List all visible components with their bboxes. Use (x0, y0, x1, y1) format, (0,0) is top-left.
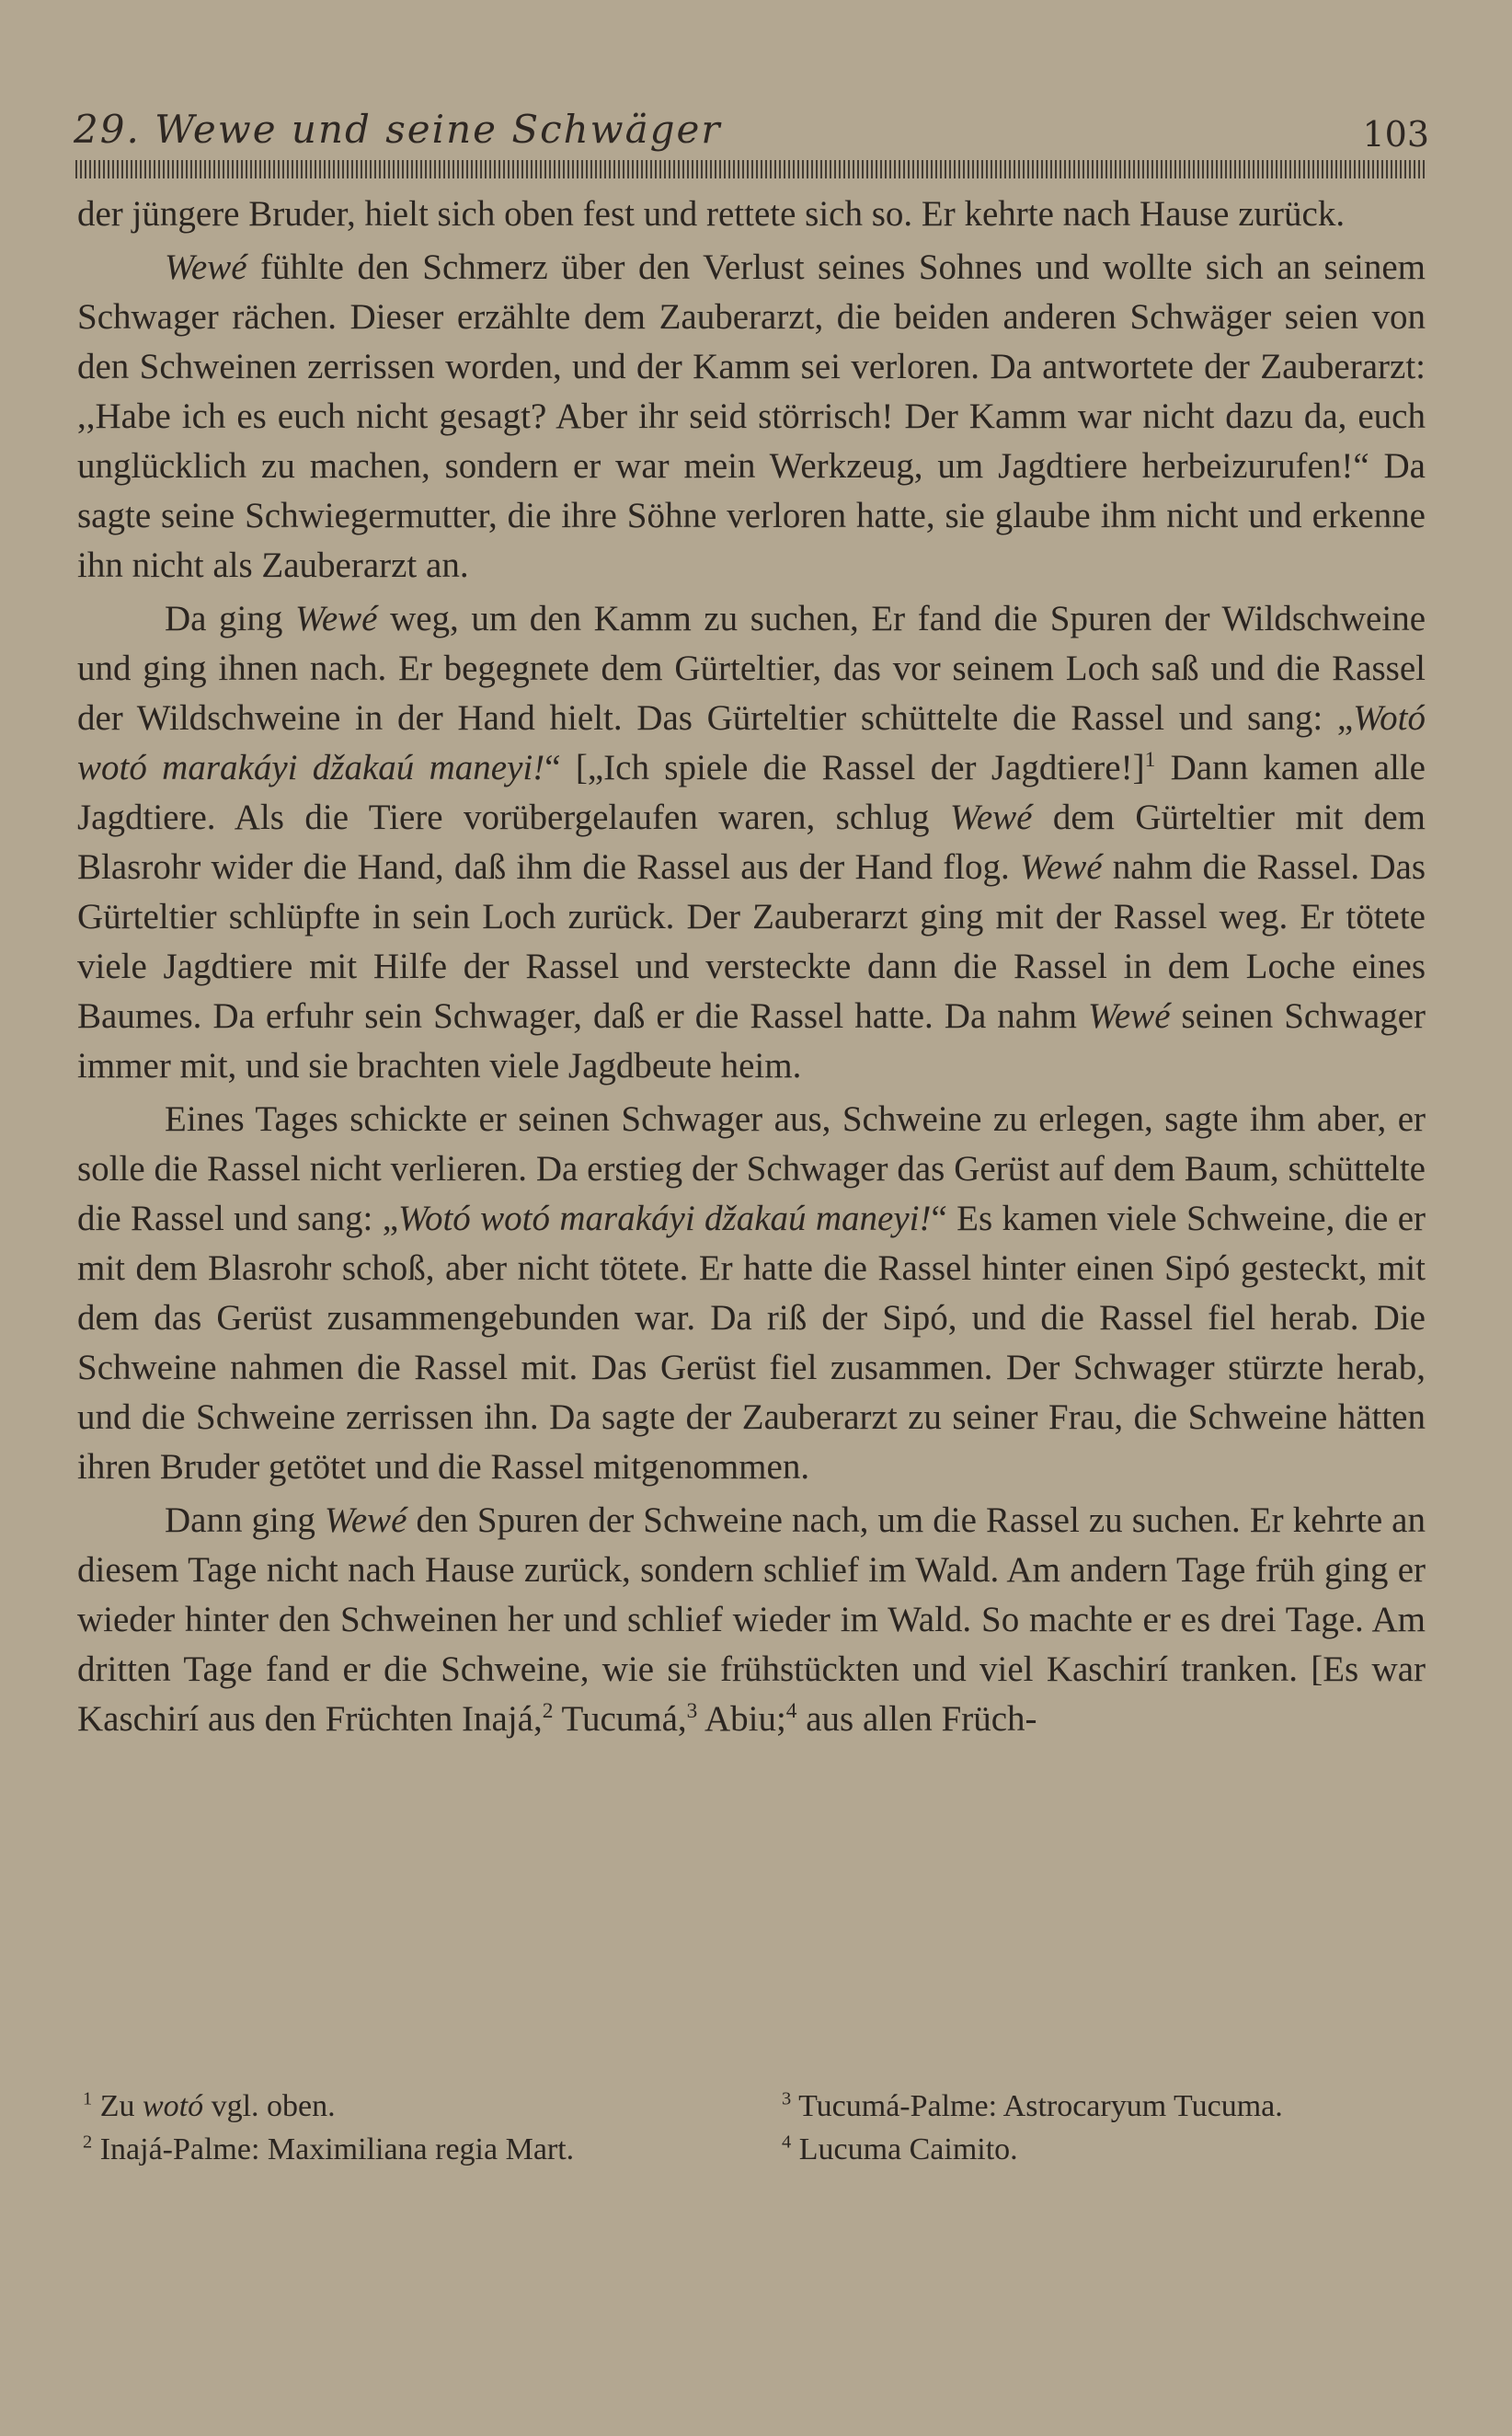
name-wewe: Wewé (324, 1500, 407, 1540)
paragraph: Da ging Wewé weg, um den Kamm zu suchen, Er fand die Spuren der Wildschweine und ging ihnen nach. Er begegnete dem Gürteltier, das vor seinem Loch saß und die Rassel der Wildschweine in der Hand hielt. Das Gürteltier schüttelte die Rassel und sang: „Wotó wotó marakáyi džakaú maneyi!“ [„Ich spiele die Rassel der Jagdtiere!]$^1$ Dann kamen alle Jagdtiere. Als die Tiere vorübergelaufen waren, schlug Wewé dem Gürteltier mit dem Blasrohr wider die Hand, daß ihm die Rassel aus der Hand flog. Wewé nahm die Rassel. Das Gürteltier schlüpfte in sein Loch zurück. Der Zauberarzt ging mit der Rassel weg. Er tötete viele Jagdtiere mit Hilfe der Rassel und versteckte dann die Rassel in dem Loche eines Baumes. Da erfuhr sein Schwager, daß er die Rassel hatte. Da nahm Wewé seinen Schwager immer mit, und sie brachten viele Jagdbeute heim. (77, 599, 1426, 1086)
name-wewe: Wewé (1020, 847, 1103, 887)
paragraph: Eines Tages schickte er seinen Schwager aus, Schweine zu erlegen, sagte ihm aber, er solle die Rassel nicht verlieren. Da erstieg der Schwager das Gerüst auf dem Baum, schüttelte die Rassel und sang: „Wotó wotó marakáyi džakaú maneyi!“ Es kamen viele Schweine, die er mit dem Blasrohr schoß, aber nicht tötete. Er hatte die Rassel hinter einen Sipó gesteckt, mit dem das Gerüst zusammengebunden war. Da riß der Sipó, und die Rassel fiel herab. Die Schweine nahmen die Rassel mit. Das Gerüst fiel zusammen. Der Schwager stürzte herab, und die Schweine zerrissen ihn. Da sagte der Zauberarzt zu seiner Frau, die Schweine hätten ihren Bruder getötet und die Rassel mitgenommen. (77, 1099, 1426, 1487)
song-text: Wotó wotó marakáyi džakaú maneyi! (398, 1199, 932, 1238)
page-header (74, 103, 1429, 158)
header-rule (75, 160, 1427, 178)
footnotes-left (83, 2085, 782, 2171)
footnotes-right (782, 2085, 1426, 2171)
footnote: $^1$ Zu wotó vgl. oben. (83, 2088, 336, 2123)
running-title: 29. Wewe und seine Schwäger (74, 107, 722, 152)
footnote: $^3$ Tucumá-Palme: Astrocaryum Tucuma. (782, 2088, 1283, 2123)
name-wewe: Wewé (1087, 996, 1171, 1036)
paragraph: Wewé fühlte den Schmerz über den Verlust seines Sohnes und wollte sich an seinem Schwager rächen. Dieser erzählte dem Zauberarzt, die beiden anderen Schwäger seien von den Schweinen zerrissen worden, und der Kamm sei verloren. Da antwortete der Zauberarzt: ,,Habe ich es euch nicht gesagt? Aber ihr seid störrisch! Der Kamm war nicht dazu da, euch unglücklich zu machen, sondern er war mein Werkzeug, um Jagdtiere herbeizurufen!“ Da sagte seine Schwiegermutter, die ihre Söhne verloren hatte, sie glaube ihm nicht und erkenne ihn nicht als Zauberarzt an. (77, 247, 1426, 585)
footnote-ref: 3 (686, 1699, 698, 1723)
footnote: $^4$ Lucuma Caimito. (782, 2132, 1018, 2166)
song-text: Wotó wotó marakáyi džakaú maneyi! (77, 698, 1426, 787)
footnote-ref: 1 (1144, 748, 1156, 772)
main-text (77, 190, 1426, 1744)
footnote: $^2$ Inajá-Palme: Maximiliana regia Mart. (83, 2132, 575, 2166)
footnote-ref: 2 (542, 1699, 554, 1723)
name-wewe: Wewé (949, 798, 1033, 837)
page-number: 103 (1362, 114, 1429, 155)
name-wewe: Wewé (294, 599, 378, 638)
paragraph: der jüngere Bruder, hielt sich oben fest und rettete sich so. Er kehrte nach Hause zurück. (77, 194, 1346, 234)
footnote-ref: 4 (785, 1699, 797, 1723)
paragraph: Dann ging Wewé den Spuren der Schweine nach, um die Rassel zu suchen. Er kehrte an diesem Tage nicht nach Hause zurück, sondern schlief im Wald. Am andern Tage früh ging er wieder hinter den Schweinen her und schlief wieder im Wald. So machte er es drei Tage. Am dritten Tage fand er die Schweine, wie sie frühstückten und viel Kaschirí tranken. [Es war Kaschirí aus den Früchten Inajá,$^2$ Tucumá,$^3$ Abiu;$^4$ aus allen Früch- (77, 1500, 1426, 1739)
name-wewe: Wewé (165, 247, 247, 287)
